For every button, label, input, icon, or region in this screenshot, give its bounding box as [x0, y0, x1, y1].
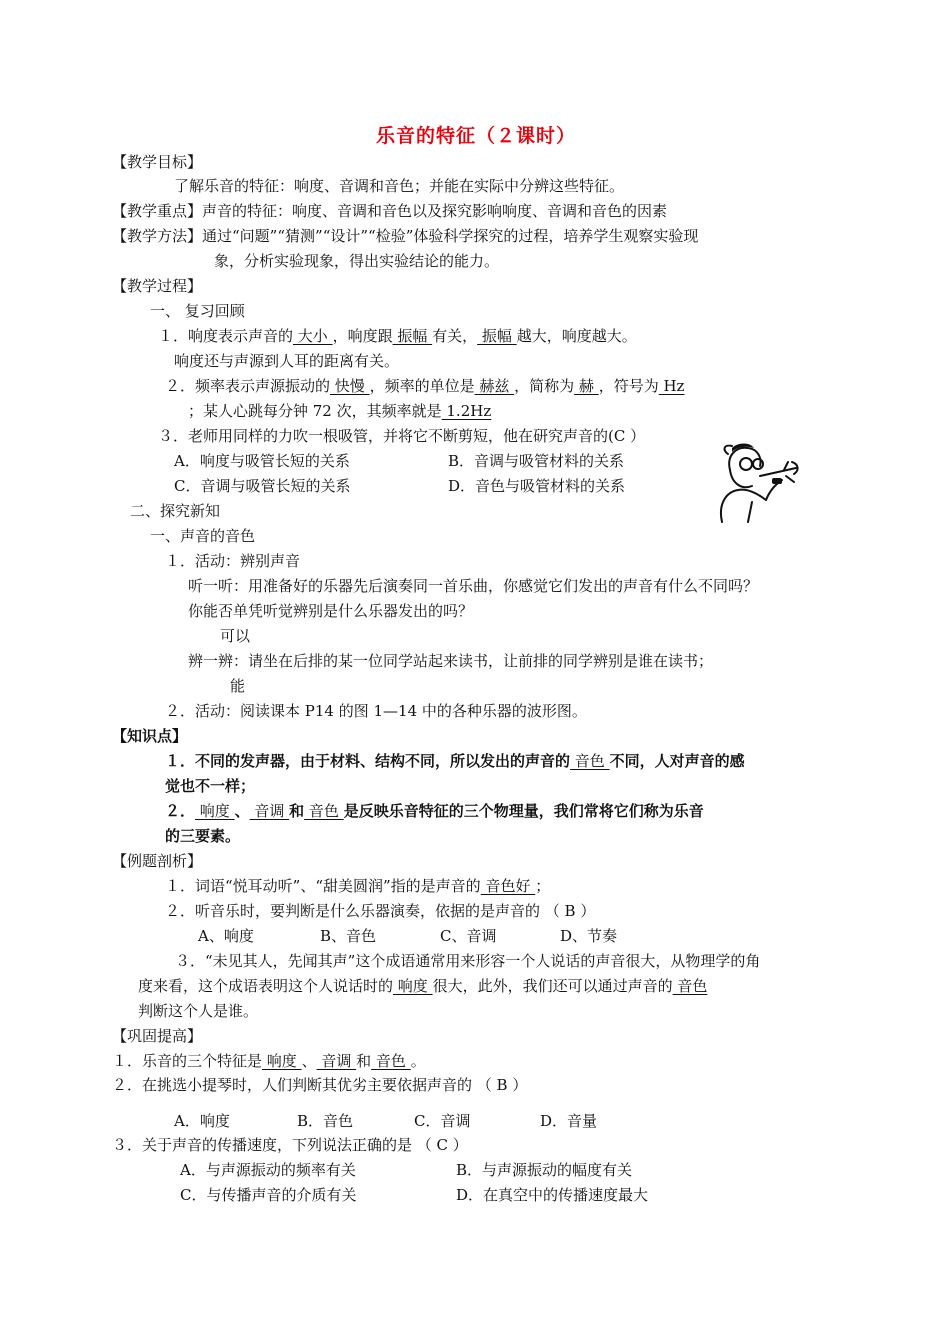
- q2-text: ，频率的单位是: [369, 377, 475, 395]
- q2-text: ２．频率表示声源振动的: [165, 377, 331, 395]
- c1-answer: 音调: [316, 1052, 357, 1070]
- listen-line2: 你能否单凭听觉辨别是什么乐器发出的吗？: [188, 602, 474, 620]
- c2-option-a: A．响度: [174, 1112, 230, 1130]
- q3-option-a: A．响度与吸管长短的关系: [174, 452, 350, 470]
- explore-heading: 二、探究新知: [130, 502, 221, 520]
- consolidate-2-stem: ２．在挑选小提琴时，人们判断其优劣主要依据声音的 （ B ）: [112, 1076, 528, 1094]
- question-1: [158, 325, 637, 347]
- knowledge-1-line2: 觉也不一样；: [165, 777, 256, 795]
- e2-option-a: A、响度: [198, 927, 254, 945]
- c1-answer: 响度: [262, 1052, 302, 1070]
- question-1-line2: 响度还与声源到人耳的距离有关。: [174, 352, 400, 370]
- k2-text: ２．: [165, 802, 196, 820]
- methods-text: 通过“问题”“猜测”“设计”“检验”体验科学探究的过程，培养学生观察实验现: [202, 227, 699, 245]
- c3-option-b: B．与声源振动的幅度有关: [456, 1161, 633, 1179]
- c1-text: 。: [410, 1052, 426, 1070]
- e3-answer: 音色: [672, 977, 708, 995]
- k1-text: １．不同的发声器，由于材料、结构不同，所以发出的声音的: [165, 752, 571, 770]
- k1-text: 不同，人对声音的感: [609, 752, 745, 770]
- consolidate-label: 【巩固提高】: [112, 1027, 203, 1045]
- k2-text: 、: [234, 802, 250, 820]
- example-2-stem: ２．听音乐时，要判断是什么乐器演奏，依据的是声音的 （ B ）: [165, 902, 596, 920]
- question-3-stem: ３．老师用同样的力吹一根吸管，并将它不断剪短，他在研究声音的(C ）: [158, 427, 646, 445]
- key-points-label: 【教学重点】: [112, 202, 203, 220]
- c1-text: 、: [301, 1052, 317, 1070]
- key-points-text: 声音的特征：响度、音调和音色以及探究影响响度、音调和音色的因素: [202, 202, 668, 220]
- q1-answer: 大小: [293, 327, 333, 345]
- question-2-line2: [188, 400, 491, 422]
- example-3-line1: ３．“未见其人，先闻其声”这个成语通常用来形容一个人说话的声音很大，从物理学的角: [175, 952, 761, 970]
- activity-2: ２．活动：阅读课本 P14 的图 1—14 中的各种乐器的波形图。: [165, 702, 587, 720]
- k2-answer: 音色: [304, 802, 344, 820]
- k2-answer: 音调: [249, 802, 290, 820]
- c2-option-c: C．音调: [414, 1112, 471, 1130]
- e1-answer: 音色好: [480, 877, 536, 895]
- page-title: 乐音的特征（２课时）: [376, 125, 577, 147]
- q2-answer: 赫兹: [474, 377, 515, 395]
- e2-option-d: D、节奏: [560, 927, 618, 945]
- question-2: [165, 375, 684, 397]
- listen-line1: 听一听：用准备好的乐器先后演奏同一首乐曲，你感觉它们发出的声音有什么不同吗？: [188, 577, 759, 595]
- c3-option-a: A．与声源振动的频率有关: [180, 1161, 356, 1179]
- examples-label: 【例题剖析】: [112, 852, 203, 870]
- c1-text: １．乐音的三个特征是: [112, 1052, 263, 1070]
- q3-option-d: D．音色与吸管材料的关系: [448, 477, 626, 495]
- k2-text: 和: [289, 802, 305, 820]
- c3-option-d: D．在真空中的传播速度最大: [456, 1186, 649, 1204]
- listen-answer: 可以: [220, 627, 251, 645]
- k2-answer: 响度: [195, 802, 235, 820]
- q2-answer: 快慢: [330, 377, 370, 395]
- teacher-blowing-straw-illustration: [708, 440, 804, 524]
- key-points-line: [112, 200, 667, 222]
- e1-text: １．词语“悦耳动听”、“甜美圆润”指的是声音的: [165, 877, 481, 895]
- methods-label: 【教学方法】: [112, 227, 203, 245]
- q1-text: ，响度跟: [332, 327, 393, 345]
- methods-line: [112, 225, 698, 247]
- c1-answer: 音色: [371, 1052, 411, 1070]
- identify-line: 辨一辨：请坐在后排的某一位同学站起来读书，让前排的同学辨别是谁在读书；: [188, 652, 714, 670]
- q1-text: 有关，: [432, 327, 478, 345]
- activity-1: １．活动：辨别声音: [165, 552, 301, 570]
- consolidate-3-stem: ３．关于声音的传播速度，下列说法正确的是 （ C ）: [112, 1136, 468, 1154]
- q1-answer: 振幅: [392, 327, 433, 345]
- q2-text: ；某人心跳每分钟 72 次，其频率就是: [188, 402, 442, 420]
- q1-answer: 振幅: [477, 327, 517, 345]
- process-label: 【教学过程】: [112, 277, 203, 295]
- example-3-line3: 判断这个人是谁。: [138, 1002, 259, 1020]
- q2-answer: Hz: [658, 377, 685, 395]
- c3-option-c: C．与传播声音的介质有关: [180, 1186, 357, 1204]
- identify-answer: 能: [230, 677, 246, 695]
- knowledge-2-line2: 的三要素。: [165, 827, 241, 845]
- e3-answer: 响度: [393, 977, 433, 995]
- knowledge-2: [165, 800, 704, 822]
- e1-text: ；: [535, 877, 551, 895]
- c1-text: 和: [356, 1052, 372, 1070]
- objectives-label: 【教学目标】: [112, 153, 203, 171]
- example-1: [165, 875, 550, 897]
- e2-option-b: B、音色: [320, 927, 377, 945]
- objectives-text: 了解乐音的特征：响度、音调和音色；并能在实际中分辨这些特征。: [174, 177, 625, 195]
- c2-option-d: D．音量: [540, 1112, 598, 1130]
- q2-answer: 赫: [574, 377, 599, 395]
- q2-text: ，符号为: [598, 377, 659, 395]
- k2-text: 是反映乐音特征的三个物理量，我们常将它们称为乐音: [343, 802, 704, 820]
- q3-option-b: B．音调与吸管材料的关系: [448, 452, 625, 470]
- knowledge-label: 【知识点】: [112, 727, 188, 745]
- e3-text: 很大，此外，我们还可以通过声音的: [432, 977, 673, 995]
- timbre-heading: 一、声音的音色: [150, 527, 256, 545]
- review-heading: 一、 复习回顾: [150, 302, 245, 320]
- q1-text: 越大，响度越大。: [516, 327, 637, 345]
- q2-text: ，简称为: [514, 377, 575, 395]
- e3-text: 度来看，这个成语表明这个人说话时的: [138, 977, 394, 995]
- q1-text: １．响度表示声音的: [158, 327, 294, 345]
- e2-option-c: C、音调: [440, 927, 497, 945]
- c2-option-b: B．音色: [297, 1112, 354, 1130]
- k1-answer: 音色: [570, 752, 610, 770]
- consolidate-1: [112, 1050, 426, 1072]
- knowledge-1: [165, 750, 745, 772]
- example-3-line2: [138, 975, 707, 997]
- q2-answer: 1.2Hz: [441, 402, 492, 420]
- q3-option-c: C．音调与吸管长短的关系: [174, 477, 351, 495]
- methods-line2: 象，分析实验现象，得出实验结论的能力。: [214, 252, 500, 270]
